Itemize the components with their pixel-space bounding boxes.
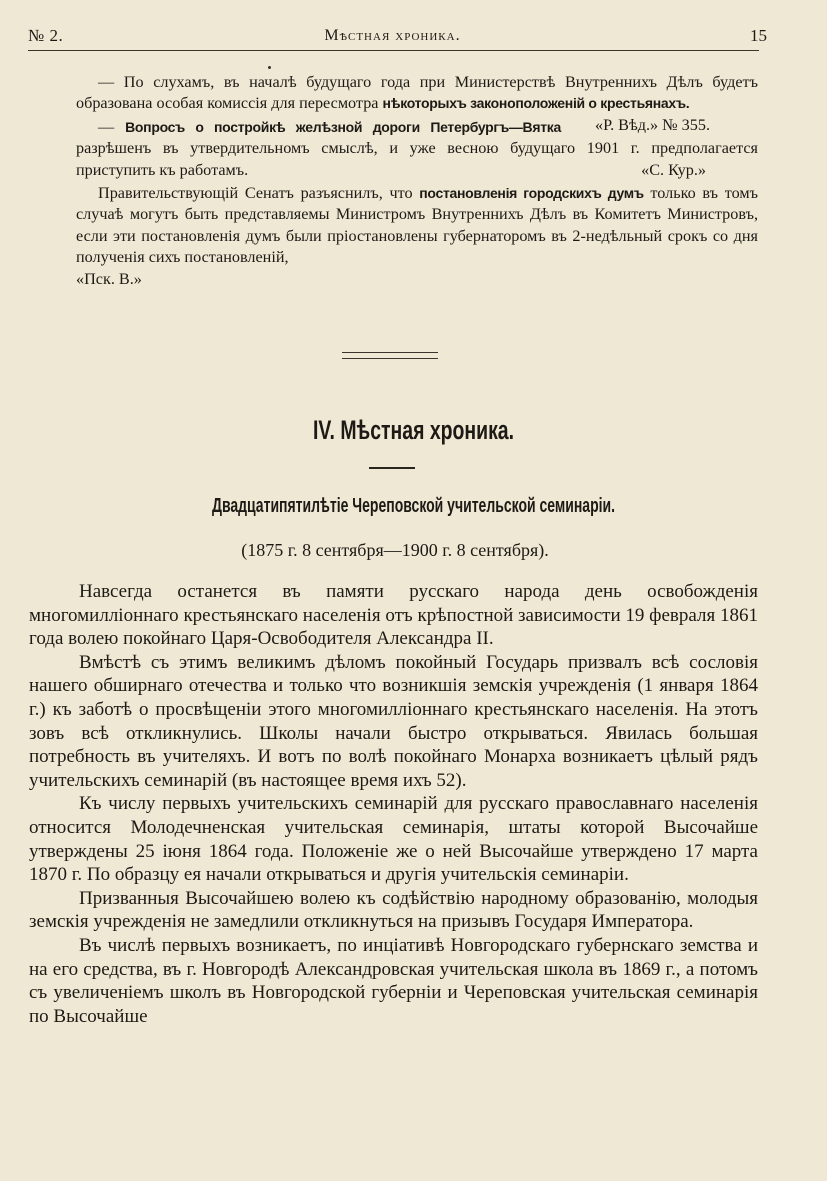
paragraph: Вмѣстѣ съ этимъ великимъ дѣломъ покойный Государь призвалъ всѣ сословія нашего обширнаго отечества и только что возникшія земскія учрежденія (1 января 1864 г.) къ заботѣ о просвѣщеніи этого многомилліоннаго крестьянскаго населенія. На этотъ зовъ всѣ откликнулись. Школы начали быстро открываться. Явилась большая потребность въ учителяхъ. И вотъ по волѣ покойнаго Монарха возникаетъ цѣлый рядъ учительскихъ семинарій (въ настоящее время ихъ 52). [29,651,758,791]
news-item-3 [76,183,758,269]
paragraph: Къ числу первыхъ учительскихъ семинарій для русскаго православнаго населенія относится Молодечненская учительская семинарія, штаты которой Высочайше утверждены 25 іюня 1864 года. Положеніе же о ней Высочайше утверждено 17 марта 1870 г. По образцу ея начали открываться и другія учительскія семинаріи. [29,793,758,886]
news-item-1-bold: нѣкоторыхъ законоположеній о крестьянахъ. [382,95,690,112]
issue-number: № 2. [28,26,64,45]
news-item-3-text-a: Правительствующій Сенатъ разъяснилъ, что [98,184,420,203]
news-item-3-text-b: только въ томъ случаѣ могутъ быть представляемы Министромъ Внутреннихъ Дѣлъ въ Комитетъ Министровъ, если эти постановленія думъ были пріостановлены губернаторомъ въ 2-недѣльный срокъ со дня полученія сихъ постановленій, [76,184,758,267]
news-item-3-source: «Пск. В.» [76,269,142,288]
title-rule [369,467,415,469]
paragraph: Навсегда останется въ памяти русскаго народа день освобожденія многомилліоннаго крестьянскаго населенія отъ крѣпостной зависимости 19 февраля 1861 года волею покойнаго Царя-Освободителя Александра II. [29,581,758,650]
header-rule [28,50,759,51]
news-item-2-dash: — [98,117,126,136]
news-item-1-source: «Р. Вѣд.» № 355. [595,115,710,134]
news-item-1-text: — По слухамъ, въ началѣ будущаго года при Министерствѣ Внутреннихъ Дѣлъ будетъ образована особая комиссія для пересмотра [76,73,758,113]
print-fleck [268,66,271,69]
section-title: IV. Мѣстная хроника. [312,415,515,445]
article-dates: (1875 г. 8 сентября—1900 г. 8 сентября). [241,540,549,560]
news-item-3-bold: постановленія городскихъ думъ [419,185,644,202]
article-body [29,580,758,1028]
news-block [76,72,758,290]
paragraph: Въ числѣ первыхъ возникаетъ, по инціативѣ Новгородскаго губернскаго земства и на его средства, въ г. Новгородѣ Александровская учительская школа въ 1869 г., а потомъ съ увеличеніемъ школъ въ Новгородской губерніи и Череповская учительская семинарія по Высочайше [29,934,758,1027]
running-header [28,22,767,48]
article-title: Двадцатипятилѣтіе Череповской учительской семинаріи. [211,495,616,517]
page-number: 15 [750,26,767,45]
news-item-2-source: «С. Кур.» [641,160,706,179]
news-item-2-bold: Вопросъ о постройкѣ желѣзной дороги Петербургъ—Вятка [125,118,561,135]
section-divider [342,352,438,359]
news-item-2-text: разрѣшенъ въ утвердительномъ смыслѣ, и уже весною будущаго 1901 г. предполагается приступить къ работамъ. [76,139,758,179]
running-title: Мѣстная хроника. [324,27,461,44]
paragraph: Призванныя Высочайшею волею къ содѣйствію народному образованію, молодыя земскія учрежденія не замедлили откликнуться на призывъ Государя Императора. [29,887,758,933]
